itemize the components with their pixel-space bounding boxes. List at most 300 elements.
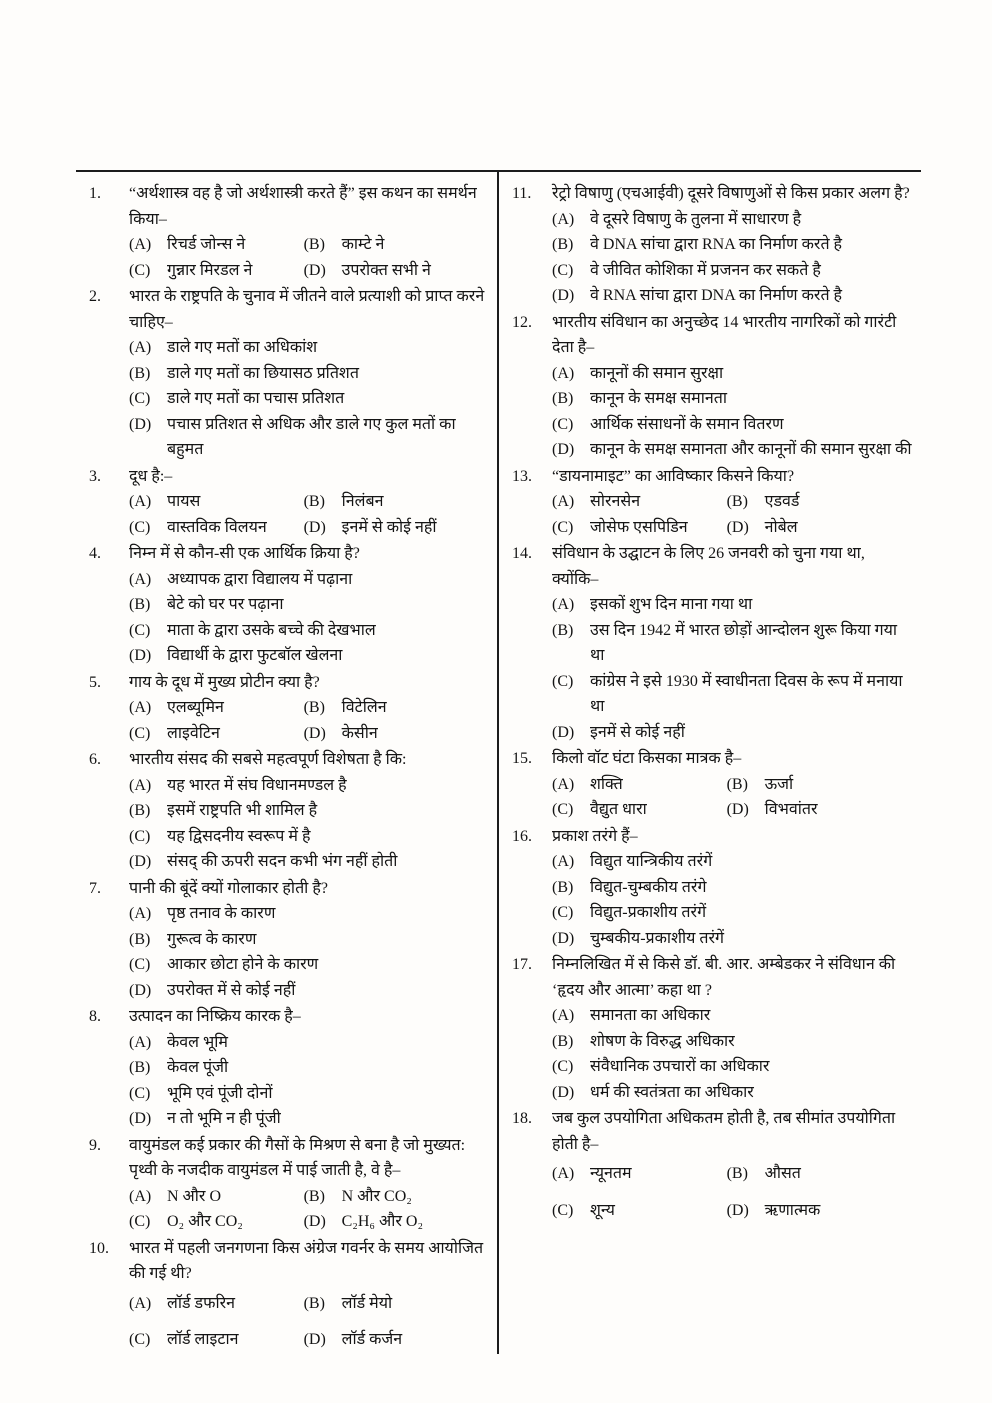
option xyxy=(304,515,489,541)
question xyxy=(89,1236,489,1353)
option-label: (A) xyxy=(552,853,575,870)
option-text: सोरनसेन xyxy=(590,493,641,510)
option-label: (D) xyxy=(552,929,575,947)
question-body xyxy=(129,670,489,747)
question xyxy=(89,670,489,747)
option-label: (A) xyxy=(129,1033,152,1051)
question-body xyxy=(129,1236,489,1353)
option-label: (D) xyxy=(552,287,575,304)
option xyxy=(552,849,912,875)
question-body xyxy=(129,747,489,875)
option-label: (D) xyxy=(303,261,326,279)
option-text: शक्ति xyxy=(590,775,623,793)
options-list xyxy=(552,849,912,951)
option-text: पचास प्रतिशत से अधिक और डाले गए कुल मतों का बहुमत xyxy=(167,415,456,458)
option-label: (D) xyxy=(552,723,575,741)
option-label: (D) xyxy=(726,801,749,818)
option-label: (C) xyxy=(552,801,574,818)
question-text: भारत के राष्ट्रपति के चुनाव में जीतने वाले प्रत्याशी को प्राप्त करने चाहिए– xyxy=(129,288,485,331)
option-text: चुम्बकीय-प्रकाशीय तरंगें xyxy=(590,929,725,947)
question-text: जब कुल उपयोगिता अधिकतम होती है, तब सीमांत उपयोगिता होती है– xyxy=(552,1110,896,1153)
question-number: 11. xyxy=(512,185,532,202)
option-text: इनमें से कोई नहीं xyxy=(590,723,685,741)
option-label: (C) xyxy=(129,1331,151,1348)
option-text: यह द्विसदनीय स्वरूप में है xyxy=(167,827,311,845)
option-text: पृष्ठ तनाव के कारण xyxy=(167,905,276,922)
question xyxy=(512,952,912,1105)
option-text: कांग्रेस ने इसे 1930 में स्वाधीनता दिवस के रूप में मनाया था xyxy=(590,672,903,715)
option-text: लॉर्ड मेयो xyxy=(341,1294,393,1312)
question-text: भारतीय संसद की सबसे महत्वपूर्ण विशेषता है कि: xyxy=(129,751,407,768)
question-number: 10. xyxy=(89,1239,109,1257)
option-label: (B) xyxy=(303,1187,325,1205)
option-label: (B) xyxy=(129,802,151,819)
options-list xyxy=(552,207,912,309)
question-text: पानी की बूंदें क्यों गोलाकार होती है? xyxy=(129,879,328,897)
question xyxy=(89,747,489,875)
option xyxy=(552,875,912,901)
option-text: वे DNA सांचा द्वारा RNA का निर्माण करते है xyxy=(590,236,843,253)
right-column xyxy=(499,172,920,1354)
question-number: 4. xyxy=(89,545,101,562)
option xyxy=(304,695,489,721)
options-list xyxy=(129,489,489,540)
option-label: (A) xyxy=(129,1187,152,1205)
option-label: (B) xyxy=(552,878,574,896)
question-text: भारतीय संविधान का अनुच्छेद 14 भारतीय नागरिकों को गारंटी देता है– xyxy=(552,313,897,356)
question-number: 6. xyxy=(89,751,101,768)
option-text: विटेलिन xyxy=(341,699,387,716)
question-text: “डायनामाइट” का आविष्कार किसने किया? xyxy=(552,467,795,485)
question-body xyxy=(552,952,912,1105)
option xyxy=(129,232,304,258)
option-label: (C) xyxy=(129,621,151,639)
question-body xyxy=(552,746,912,823)
question-number: 9. xyxy=(89,1136,101,1154)
options-list xyxy=(552,592,912,745)
option-label: (B) xyxy=(726,1165,748,1182)
option-label: (A) xyxy=(552,1165,575,1182)
option xyxy=(552,797,727,823)
option xyxy=(304,1327,489,1353)
question-body xyxy=(552,1106,912,1223)
option-text: ऋणात्मक xyxy=(764,1201,821,1219)
question-body xyxy=(129,541,489,669)
options-list xyxy=(129,1184,489,1235)
question xyxy=(89,541,489,669)
left-column xyxy=(76,172,497,1354)
option xyxy=(129,643,489,669)
question-number: 17. xyxy=(512,956,532,973)
question xyxy=(89,284,489,463)
options-list xyxy=(129,773,489,875)
question-number: 7. xyxy=(89,879,101,897)
option xyxy=(129,952,489,978)
option-label: (B) xyxy=(129,596,151,613)
option xyxy=(129,592,489,618)
option xyxy=(552,1198,727,1224)
option-label: (A) xyxy=(129,776,152,794)
option-text: उपरोक्त में से कोई नहीं xyxy=(167,981,296,999)
option-label: (D) xyxy=(552,1083,575,1101)
option xyxy=(552,412,912,438)
question-number: 5. xyxy=(89,673,101,691)
option xyxy=(129,1106,489,1132)
option-text: C₂H₆ और O₂ xyxy=(341,1213,424,1230)
option-text: इसमें राष्ट्रपति भी शामिल है xyxy=(167,802,318,819)
option-text: लाइवेटिन xyxy=(167,724,220,742)
question-text: दूध है:– xyxy=(129,467,173,485)
option xyxy=(552,283,912,309)
option-text: नोबेल xyxy=(764,518,798,536)
option-text: यह भारत में संघ विधानमण्डल है xyxy=(167,776,347,794)
option-text: केसीन xyxy=(341,724,378,742)
option-text: N और O xyxy=(167,1187,222,1205)
option-label: (B) xyxy=(552,390,574,407)
option-label: (A) xyxy=(552,596,575,613)
option xyxy=(304,721,489,747)
option-text: माता के द्वारा उसके बच्चे की देखभाल xyxy=(167,621,376,639)
option-text: उस दिन 1942 में भारत छोड़ों आन्दोलन शुरू किया गया था xyxy=(590,621,898,664)
option xyxy=(304,1184,489,1210)
options-list xyxy=(129,335,489,463)
question-number: 13. xyxy=(512,467,532,485)
question xyxy=(512,464,912,541)
option-text: ऊर्जा xyxy=(764,775,794,793)
question-body xyxy=(129,284,489,463)
option-text: कानून के समक्ष समानता xyxy=(590,390,728,407)
question xyxy=(89,464,489,541)
option-text: काम्टे ने xyxy=(341,236,385,253)
option xyxy=(129,798,489,824)
option-label: (A) xyxy=(552,364,575,382)
question-text: गाय के दूध में मुख्य प्रोटीन क्या है? xyxy=(129,673,320,691)
option xyxy=(727,797,912,823)
option xyxy=(129,515,304,541)
options-list xyxy=(552,1161,912,1223)
option-label: (B) xyxy=(726,775,748,793)
question-body xyxy=(129,1133,489,1235)
option-label: (B) xyxy=(552,236,574,253)
question-number: 12. xyxy=(512,313,532,331)
option-text: वास्तविक विलयन xyxy=(167,518,267,536)
option xyxy=(304,1209,489,1235)
option xyxy=(129,1327,304,1353)
option xyxy=(727,1161,912,1187)
option xyxy=(129,361,489,387)
option-label: (D) xyxy=(129,853,152,870)
option-label: (C) xyxy=(129,724,151,742)
option-label: (B) xyxy=(303,699,325,716)
option xyxy=(304,1291,489,1317)
option xyxy=(552,1003,912,1029)
option xyxy=(552,1054,912,1080)
option xyxy=(129,335,489,361)
option-label: (C) xyxy=(552,518,574,536)
option xyxy=(129,489,304,515)
option xyxy=(552,258,912,284)
option-text: पायस xyxy=(167,493,201,510)
option-label: (B) xyxy=(552,621,574,639)
option-text: न तो भूमि न ही पूंजी xyxy=(167,1110,281,1127)
option xyxy=(727,772,912,798)
question-number: 3. xyxy=(89,467,101,485)
option xyxy=(552,361,912,387)
option-text: डाले गए मतों का पचास प्रतिशत xyxy=(167,390,345,407)
option-text: वे RNA सांचा द्वारा DNA का निर्माण करते है xyxy=(590,287,843,304)
option xyxy=(129,618,489,644)
option-text: विद्युत-चुम्बकीय तरंगे xyxy=(590,878,707,896)
question xyxy=(89,1004,489,1132)
option xyxy=(129,773,489,799)
option xyxy=(552,1080,912,1106)
option xyxy=(552,900,912,926)
option-label: (A) xyxy=(129,236,152,253)
option-label: (C) xyxy=(129,956,151,973)
options-list xyxy=(129,695,489,746)
option-label: (D) xyxy=(726,518,749,536)
option-label: (B) xyxy=(129,1059,151,1076)
option-text: रिचर्ड जोन्स ने xyxy=(167,236,246,253)
option-label: (A) xyxy=(129,493,152,510)
option-label: (D) xyxy=(552,441,575,458)
option-text: गुरूत्व के कारण xyxy=(167,930,257,948)
option-text: गुन्नार मिरडल ने xyxy=(167,261,253,279)
option-label: (C) xyxy=(552,1058,574,1075)
question xyxy=(512,746,912,823)
question-text: “अर्थशास्त्र वह है जो अर्थशास्त्री करते हैं” इस कथन का समर्थन किया– xyxy=(129,185,477,228)
option xyxy=(552,1029,912,1055)
options-list xyxy=(129,1291,489,1353)
question-number: 1. xyxy=(89,185,101,202)
option-text: भूमि एवं पूंजी दोनों xyxy=(167,1084,273,1102)
option-label: (B) xyxy=(129,930,151,948)
option xyxy=(129,567,489,593)
option xyxy=(552,592,912,618)
option xyxy=(129,1055,489,1081)
question-body xyxy=(129,464,489,541)
option-label: (B) xyxy=(303,1294,325,1312)
option xyxy=(552,772,727,798)
option-text: N और CO₂ xyxy=(341,1187,412,1205)
question xyxy=(89,1133,489,1235)
question-text: उत्पादन का निष्क्रिय कारक है– xyxy=(129,1008,301,1025)
option xyxy=(129,695,304,721)
question-body xyxy=(552,824,912,952)
option xyxy=(304,489,489,515)
options-list xyxy=(552,361,912,463)
question-body xyxy=(129,876,489,1004)
question-paper xyxy=(76,170,921,1354)
option xyxy=(129,849,489,875)
option-label: (C) xyxy=(552,904,574,921)
option-text: एलब्यूमिन xyxy=(167,699,224,716)
question xyxy=(512,310,912,463)
option-text: न्यूनतम xyxy=(590,1165,632,1182)
option-text: केवल पूंजी xyxy=(167,1059,229,1076)
options-list xyxy=(552,1003,912,1105)
question-text: रेट्रो विषाणु (एचआईवी) दूसरे विषाणुओं से किस प्रकार अलग है? xyxy=(552,185,910,202)
question xyxy=(512,824,912,952)
option-text: औसत xyxy=(764,1165,801,1182)
option-label: (C) xyxy=(129,1213,151,1230)
option-text: धर्म की स्वतंत्रता का अधिकार xyxy=(590,1083,754,1101)
option xyxy=(129,978,489,1004)
question-number: 16. xyxy=(512,827,532,845)
question-body xyxy=(552,464,912,541)
option-label: (A) xyxy=(552,1007,575,1024)
options-list xyxy=(552,489,912,540)
option-text: आर्थिक संसाधनों के समान वितरण xyxy=(590,415,784,433)
option-text: एडवर्ड xyxy=(764,493,800,510)
question-text: निम्नलिखित में से किसे डॉ. बी. आर. अम्बेडकर ने संविधान की ‘हृदय और आत्मा’ कहा था ? xyxy=(552,956,896,999)
option-label: (C) xyxy=(552,415,574,433)
option-text: O₂ और CO₂ xyxy=(167,1213,243,1230)
option-text: लॉर्ड डफरिन xyxy=(167,1294,236,1312)
option-text: शून्य xyxy=(590,1201,615,1219)
option xyxy=(552,669,912,720)
option-text: निलंबन xyxy=(341,493,384,510)
option-label: (D) xyxy=(129,415,152,433)
question xyxy=(512,541,912,745)
option-label: (B) xyxy=(129,364,151,382)
question-body xyxy=(129,181,489,283)
question-number: 8. xyxy=(89,1008,101,1025)
options-list xyxy=(129,232,489,283)
option-label: (A) xyxy=(129,1294,152,1312)
option-text: वैद्युत धारा xyxy=(590,801,647,818)
option xyxy=(727,489,912,515)
question xyxy=(512,181,912,309)
option xyxy=(129,412,489,463)
option xyxy=(129,386,489,412)
option-label: (B) xyxy=(552,1032,574,1050)
option-label: (C) xyxy=(552,261,574,279)
option-text: समानता का अधिकार xyxy=(590,1007,711,1024)
question-number: 2. xyxy=(89,288,101,305)
option-text: वे जीवित कोशिका में प्रजनन कर सकते है xyxy=(590,261,821,279)
option-label: (B) xyxy=(726,493,748,510)
option-label: (A) xyxy=(129,570,152,588)
option-text: इनमें से कोई नहीं xyxy=(341,518,437,536)
option-text: कानूनों की समान सुरक्षा xyxy=(590,364,724,382)
option-label: (D) xyxy=(129,647,152,664)
option-text: इसकों शुभ दिन माना गया था xyxy=(590,596,753,613)
option-label: (A) xyxy=(552,210,575,228)
option-label: (C) xyxy=(129,390,151,407)
option-text: अध्यापक द्वारा विद्यालय में पढ़ाना xyxy=(167,570,353,588)
question-text: किलो वॉट घंटा किसका मात्रक है– xyxy=(552,750,742,767)
option-text: विभवांतर xyxy=(764,801,818,818)
option-text: विद्यार्थी के द्वारा फुटबॉल खेलना xyxy=(167,647,343,664)
option-text: जोसेफ एसपिडिन xyxy=(590,518,688,536)
option xyxy=(129,721,304,747)
option xyxy=(552,232,912,258)
option xyxy=(129,1184,304,1210)
option-text: डाले गए मतों का अधिकांश xyxy=(167,339,318,356)
option-text: शोषण के विरुद्ध अधिकार xyxy=(590,1032,735,1050)
option-label: (D) xyxy=(303,724,326,742)
option-label: (C) xyxy=(552,1201,574,1219)
option-text: कानून के समक्ष समानता और कानूनों की समान सुरक्षा की xyxy=(590,441,912,458)
options-list xyxy=(129,567,489,669)
option xyxy=(129,258,304,284)
option xyxy=(552,1161,727,1187)
option xyxy=(129,901,489,927)
option-label: (A) xyxy=(129,339,152,356)
question-body xyxy=(129,1004,489,1132)
option-label: (A) xyxy=(552,493,575,510)
question-text: भारत में पहली जनगणना किस अंग्रेज गवर्नर के समय आयोजित की गई थी? xyxy=(129,1239,484,1282)
question-body xyxy=(552,181,912,309)
option xyxy=(129,927,489,953)
option xyxy=(129,1081,489,1107)
option-label: (D) xyxy=(303,1331,326,1348)
option xyxy=(552,386,912,412)
option-label: (B) xyxy=(303,236,325,253)
option-text: डाले गए मतों का छियासठ प्रतिशत xyxy=(167,364,359,382)
question-body xyxy=(552,541,912,745)
option-label: (D) xyxy=(303,1213,326,1230)
question-text: प्रकाश तरंगे हैं– xyxy=(552,827,638,845)
option xyxy=(552,926,912,952)
option xyxy=(552,437,912,463)
option-text: विद्युत यान्त्रिकीय तरंगें xyxy=(590,853,713,870)
option xyxy=(552,720,912,746)
option-label: (C) xyxy=(129,1084,151,1102)
option-text: उपरोक्त सभी ने xyxy=(341,261,431,279)
option-text: विद्युत-प्रकाशीय तरंगें xyxy=(590,904,707,921)
question-body xyxy=(552,310,912,463)
options-list xyxy=(129,1030,489,1132)
options-list xyxy=(129,901,489,1003)
option-label: (B) xyxy=(303,493,325,510)
option xyxy=(552,618,912,669)
question-text: निम्न में से कौन-सी एक आर्थिक क्रिया है? xyxy=(129,545,360,562)
question-number: 15. xyxy=(512,750,532,767)
option xyxy=(727,1198,912,1224)
option-text: आकार छोटा होने के कारण xyxy=(167,956,319,973)
option-label: (C) xyxy=(552,672,574,690)
question-number: 14. xyxy=(512,545,532,562)
option-label: (C) xyxy=(129,827,151,845)
option-label: (D) xyxy=(726,1201,749,1219)
option xyxy=(552,489,727,515)
option xyxy=(304,232,489,258)
question-text: वायुमंडल कई प्रकार की गैसों के मिश्रण से बना है जो मुख्यत: पृथ्वी के नजदीक वायुमंडल में पाई जाती है, वे है– xyxy=(129,1136,466,1179)
option-text: वे दूसरे विषाणु के तुलना में साधारण है xyxy=(590,210,802,228)
option xyxy=(727,515,912,541)
option xyxy=(129,1030,489,1056)
option-label: (A) xyxy=(552,775,575,793)
option-text: केवल भूमि xyxy=(167,1033,228,1051)
option-label: (D) xyxy=(129,1110,152,1127)
option xyxy=(552,515,727,541)
option-text: संवैधानिक उपचारों का अधिकार xyxy=(590,1058,770,1075)
question xyxy=(89,876,489,1004)
option xyxy=(304,258,489,284)
option-label: (A) xyxy=(129,699,152,716)
option xyxy=(552,207,912,233)
option-text: लॉर्ड कर्जन xyxy=(341,1331,403,1348)
option-text: बेटे को घर पर पढ़ाना xyxy=(167,596,284,613)
question-number: 18. xyxy=(512,1110,532,1127)
option-text: लॉर्ड लाइटान xyxy=(167,1331,239,1348)
option-label: (D) xyxy=(303,518,326,536)
question xyxy=(89,181,489,283)
option xyxy=(129,1209,304,1235)
option xyxy=(129,824,489,850)
